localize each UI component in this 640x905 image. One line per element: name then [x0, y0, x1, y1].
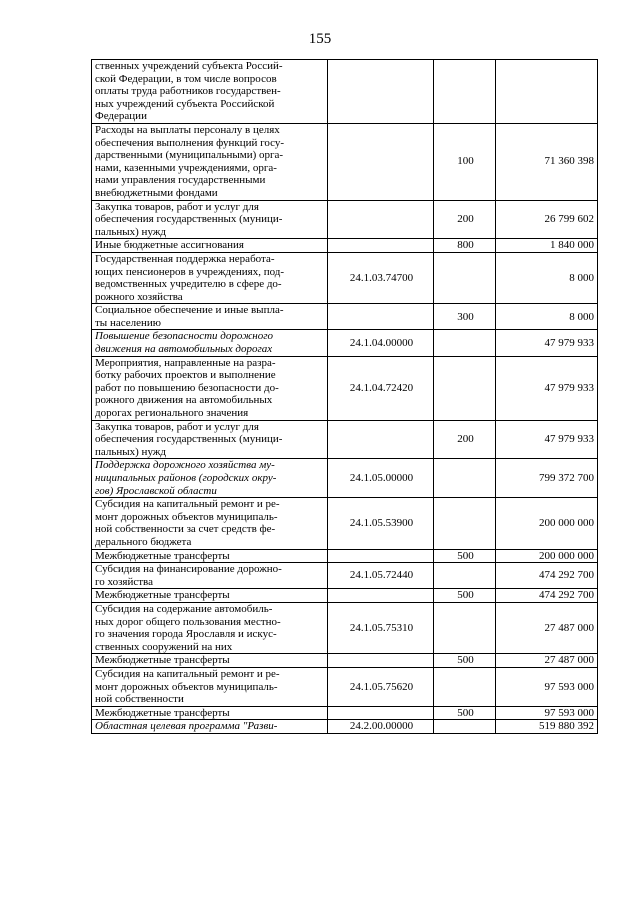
row-name-cell — [92, 60, 328, 124]
row-name-line: Федерации — [95, 110, 147, 123]
table-row — [92, 498, 598, 549]
table-row — [92, 304, 598, 330]
row-amount-cell: 47 979 933 — [496, 356, 598, 420]
row-name-line: внебюджетными фондами — [95, 186, 218, 199]
row-name-line: работ по повышению безопасности до- — [95, 381, 279, 394]
row-code-cell — [328, 123, 434, 200]
table-row — [92, 330, 598, 356]
row-name-cell — [92, 720, 328, 734]
row-name-cell — [92, 304, 328, 330]
row-code-cell: 24.1.03.74700 — [328, 252, 434, 303]
row-name-line: Поддержка дорожного хозяйства му- — [95, 459, 275, 472]
row-name-line: Мероприятия, направленные на разра- — [95, 356, 276, 369]
budget-table — [91, 59, 598, 734]
row-name-cell — [92, 420, 328, 459]
row-name-cell — [92, 123, 328, 200]
row-amount-cell: 474 292 700 — [496, 563, 598, 589]
row-code-cell — [328, 239, 434, 253]
row-expense-type-cell — [434, 252, 496, 303]
row-name-line: Межбюджетные трансферты — [95, 549, 230, 562]
table-row — [92, 200, 598, 239]
row-name-cell — [92, 356, 328, 420]
row-expense-type-cell — [434, 563, 496, 589]
row-name-cell — [92, 654, 328, 668]
row-amount-cell: 47 979 933 — [496, 330, 598, 356]
table-row — [92, 60, 598, 124]
row-name-cell — [92, 602, 328, 653]
row-name-line: Субсидия на финансирование дорожно- — [95, 563, 282, 576]
row-code-cell: 24.1.05.75620 — [328, 667, 434, 706]
row-code-cell — [328, 60, 434, 124]
row-name-line: ных учреждений субъекта Российской — [95, 97, 275, 110]
row-name-line: ской Федерации, в том числе вопросов — [95, 72, 277, 85]
row-name-line: Иные бюджетные ассигнования — [95, 239, 244, 252]
row-name-cell — [92, 589, 328, 603]
row-code-cell: 24.1.05.53900 — [328, 498, 434, 549]
row-name-line: дерального бюджета — [95, 535, 192, 548]
table-row — [92, 123, 598, 200]
row-name-line: ственных учреждений субъекта Россий- — [95, 60, 283, 72]
row-expense-type-cell: 200 — [434, 200, 496, 239]
row-name-cell — [92, 498, 328, 549]
row-name-line: Областная целевая программа "Разви- — [95, 720, 278, 733]
row-name-line: го значения города Ярославля и искус- — [95, 628, 277, 641]
row-name-cell — [92, 549, 328, 563]
row-name-line: Повышение безопасности дорожного — [95, 330, 274, 343]
row-name-line: гов) Ярославской области — [95, 484, 217, 497]
row-name-line: ведомственных учредителю в сфере до- — [95, 278, 282, 291]
row-name-line: обеспечения государственных (муници- — [95, 433, 283, 446]
row-name-cell — [92, 239, 328, 253]
table-row — [92, 654, 598, 668]
row-amount-cell: 799 372 700 — [496, 459, 598, 498]
row-name-line: рожного хозяйства — [95, 290, 183, 303]
row-amount-cell: 97 593 000 — [496, 667, 598, 706]
row-amount-cell — [496, 60, 598, 124]
row-expense-type-cell — [434, 459, 496, 498]
row-name-line: Субсидия на содержание автомобиль- — [95, 602, 273, 615]
row-name-line: оплаты труда работников государствен- — [95, 85, 281, 98]
row-name-line: рожного движения на автомобильных — [95, 394, 273, 407]
row-code-cell: 24.1.04.00000 — [328, 330, 434, 356]
table-row — [92, 720, 598, 734]
row-code-cell — [328, 200, 434, 239]
row-expense-type-cell: 500 — [434, 549, 496, 563]
row-expense-type-cell — [434, 667, 496, 706]
row-code-cell: 24.2.00.00000 — [328, 720, 434, 734]
row-name-line: пальных) нужд — [95, 225, 167, 238]
row-code-cell — [328, 304, 434, 330]
row-amount-cell: 474 292 700 — [496, 589, 598, 603]
row-code-cell: 24.1.04.72420 — [328, 356, 434, 420]
row-name-line: Субсидия на капитальный ремонт и ре- — [95, 498, 280, 511]
table-row — [92, 252, 598, 303]
row-name-line: ственных сооружений на них — [95, 640, 233, 653]
row-name-line: нами управления государственными — [95, 174, 266, 187]
row-amount-cell: 71 360 398 — [496, 123, 598, 200]
row-amount-cell: 27 487 000 — [496, 602, 598, 653]
row-name-line: Субсидия на капитальный ремонт и ре- — [95, 667, 280, 680]
row-name-line: Межбюджетные трансферты — [95, 589, 230, 602]
row-name-cell — [92, 706, 328, 720]
row-code-cell — [328, 654, 434, 668]
row-amount-cell: 1 840 000 — [496, 239, 598, 253]
row-name-line: Государственная поддержка неработа- — [95, 252, 275, 265]
row-expense-type-cell: 500 — [434, 589, 496, 603]
row-amount-cell: 8 000 — [496, 252, 598, 303]
table-row — [92, 459, 598, 498]
table-row — [92, 549, 598, 563]
table-row — [92, 667, 598, 706]
row-amount-cell: 97 593 000 — [496, 706, 598, 720]
row-expense-type-cell: 800 — [434, 239, 496, 253]
row-name-line: монт дорожных объектов муниципаль- — [95, 510, 278, 523]
row-name-line: дарственными (муниципальными) орга- — [95, 149, 284, 162]
row-expense-type-cell — [434, 720, 496, 734]
row-amount-cell: 519 880 392 — [496, 720, 598, 734]
row-name-line: Межбюджетные трансферты — [95, 654, 230, 667]
row-name-line: ниципальных районов (городских окру- — [95, 472, 277, 484]
row-code-cell — [328, 706, 434, 720]
row-expense-type-cell — [434, 60, 496, 124]
row-code-cell: 24.1.05.72440 — [328, 563, 434, 589]
row-name-line: монт дорожных объектов муниципаль- — [95, 680, 278, 693]
table-row — [92, 589, 598, 603]
row-expense-type-cell: 200 — [434, 420, 496, 459]
row-expense-type-cell: 300 — [434, 304, 496, 330]
row-amount-cell: 8 000 — [496, 304, 598, 330]
row-name-line: обеспечения выполнения функций госу- — [95, 136, 285, 149]
row-code-cell — [328, 420, 434, 459]
row-expense-type-cell — [434, 356, 496, 420]
budget-table-body — [92, 60, 598, 734]
row-name-line: нами, казенными учреждениями, орга- — [95, 161, 277, 174]
table-row — [92, 706, 598, 720]
table-row — [92, 420, 598, 459]
row-code-cell: 24.1.05.75310 — [328, 602, 434, 653]
row-name-line: Расходы на выплаты персоналу в целях — [95, 123, 280, 136]
row-name-line: Межбюджетные трансферты — [95, 706, 230, 719]
row-expense-type-cell: 500 — [434, 654, 496, 668]
table-row — [92, 239, 598, 253]
row-amount-cell: 26 799 602 — [496, 200, 598, 239]
row-amount-cell: 27 487 000 — [496, 654, 598, 668]
row-code-cell — [328, 549, 434, 563]
table-row — [92, 602, 598, 653]
row-name-line: Закупка товаров, работ и услуг для — [95, 420, 259, 433]
row-expense-type-cell — [434, 498, 496, 549]
row-expense-type-cell — [434, 330, 496, 356]
table-row — [92, 563, 598, 589]
row-expense-type-cell — [434, 602, 496, 653]
row-name-line: движения на автомобильных дорогах — [95, 343, 273, 356]
row-name-cell — [92, 563, 328, 589]
row-name-line: ющих пенсионеров в учреждениях, под- — [95, 265, 285, 278]
row-code-cell: 24.1.05.00000 — [328, 459, 434, 498]
row-name-cell — [92, 667, 328, 706]
row-name-line: ной собственности — [95, 693, 184, 706]
row-code-cell — [328, 589, 434, 603]
table-row — [92, 356, 598, 420]
row-amount-cell: 200 000 000 — [496, 498, 598, 549]
row-name-line: дорогах регионального значения — [95, 407, 249, 420]
row-name-line: Закупка товаров, работ и услуг для — [95, 200, 259, 213]
row-name-cell — [92, 252, 328, 303]
row-name-cell — [92, 330, 328, 356]
row-name-cell — [92, 459, 328, 498]
row-expense-type-cell: 500 — [434, 706, 496, 720]
row-amount-cell: 47 979 933 — [496, 420, 598, 459]
row-amount-cell: 200 000 000 — [496, 549, 598, 563]
row-name-line: го хозяйства — [95, 575, 153, 588]
row-expense-type-cell: 100 — [434, 123, 496, 200]
row-name-line: ботку рабочих проектов и выполнение — [95, 369, 276, 382]
row-name-line: пальных) нужд — [95, 445, 167, 458]
row-name-line: ной собственности за счет средств фе- — [95, 523, 276, 536]
row-name-line: ты населению — [95, 316, 161, 329]
row-name-line: ных дорог общего пользования местно- — [95, 615, 281, 628]
row-name-cell — [92, 200, 328, 239]
page-number: 155 — [308, 31, 332, 47]
row-name-line: Социальное обеспечение и иные выпла- — [95, 304, 284, 317]
row-name-line: обеспечения государственных (муници- — [95, 213, 283, 226]
